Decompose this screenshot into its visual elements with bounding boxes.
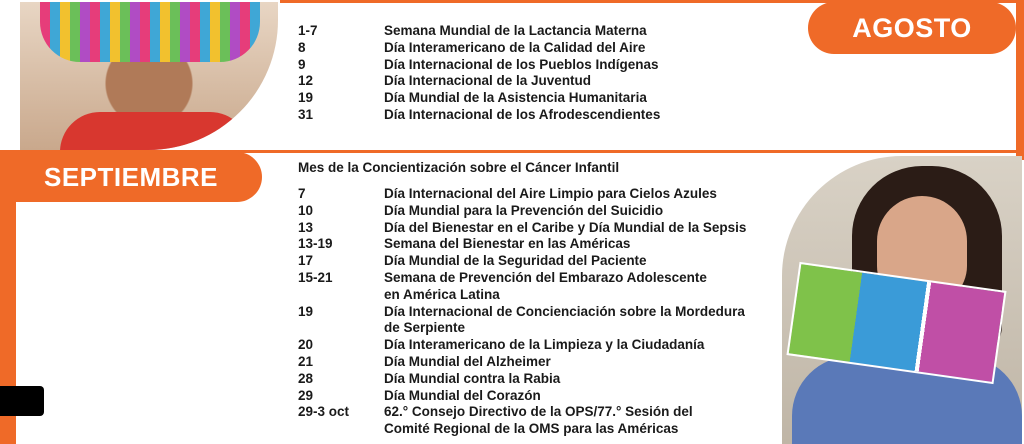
list-item (298, 107, 798, 124)
event-text: Día Interamericano de la Limpieza y la Ciudadanía (384, 337, 705, 353)
event-date: 17 (298, 253, 314, 269)
event-date: 8 (298, 39, 306, 55)
red-shirt (60, 112, 250, 150)
event-text: Día Internacional de los Pueblos Indígenas (384, 56, 659, 72)
event-date: 31 (298, 106, 314, 122)
event-text: Día del Bienestar en el Caribe y Día Mundial de la Sepsis (384, 219, 747, 235)
list-item (298, 354, 778, 371)
event-text: Día Mundial para la Prevención del Suicidio (384, 202, 664, 218)
event-text: Día Internacional de la Juventud (384, 73, 592, 89)
event-text: Día Internacional del Aire Limpio para Cielos Azules (384, 186, 717, 201)
event-date: 12 (298, 73, 314, 89)
event-date: 29-3 oct (298, 404, 350, 420)
event-date: 7 (298, 186, 306, 201)
girl-reading-photo (782, 156, 1022, 444)
event-date: 19 (298, 90, 314, 106)
list-item (298, 371, 778, 388)
list-item (298, 404, 778, 438)
indigenous-man-photo (20, 2, 278, 150)
list-item (298, 236, 778, 253)
list-item (298, 203, 778, 220)
event-text-line-2: de Serpiente (384, 320, 466, 336)
list-item (298, 253, 778, 270)
event-text: Día Internacional de los Afrodescendientes (384, 106, 661, 122)
event-date: 15-21 (298, 269, 333, 285)
list-item (298, 40, 798, 57)
list-item (298, 388, 778, 405)
event-text: Día Mundial del Alzheimer (384, 353, 551, 369)
list-item (298, 337, 778, 354)
event-date: 9 (298, 56, 306, 72)
event-text: Día Mundial de la Asistencia Humanitaria (384, 90, 647, 106)
event-date: 21 (298, 353, 314, 369)
septiembre-events-list (298, 186, 778, 438)
event-date: 13-19 (298, 236, 333, 252)
month-title-agosto: AGOSTO (808, 2, 1016, 54)
right-accent-bar (1016, 0, 1024, 160)
event-date: 28 (298, 370, 314, 386)
event-text-line-1: Semana de Prevención del Embarazo Adolescente (384, 269, 707, 285)
event-text-line-2: en América Latina (384, 286, 500, 302)
list-item (298, 220, 778, 237)
list-item (298, 304, 778, 338)
list-item (298, 90, 798, 107)
event-date: 19 (298, 303, 314, 319)
event-text: Semana Mundial de la Lactancia Materna (384, 23, 647, 38)
event-text: Día Mundial contra la Rabia (384, 370, 561, 386)
event-text: Día Mundial del Corazón (384, 387, 541, 403)
event-text-line-1: Día Internacional de Concienciación sobre la Mordedura (384, 303, 745, 319)
event-date: 29 (298, 387, 314, 403)
event-date: 1-7 (298, 23, 318, 38)
event-text-line-1: 62.° Consejo Directivo de la OPS/77.° Sesión del (384, 404, 693, 420)
event-text: Día Mundial de la Seguridad del Paciente (384, 253, 647, 269)
event-text: Semana del Bienestar en las Américas (384, 236, 631, 252)
list-item (298, 23, 798, 40)
list-item (298, 73, 798, 90)
event-text (384, 304, 778, 338)
event-date: 10 (298, 202, 314, 218)
list-item (298, 270, 778, 304)
event-date: 13 (298, 219, 314, 235)
agosto-events-list (298, 23, 798, 124)
month-title-septiembre: SEPTIEMBRE (0, 152, 262, 202)
month-theme: Mes de la Concientización sobre el Cáncer Infantil (298, 160, 620, 175)
list-item (298, 186, 778, 203)
event-text-line-2: Comité Regional de la OMS para las Américas (384, 421, 679, 437)
colorful-hat (40, 2, 260, 62)
event-text: Día Interamericano de la Calidad del Aire (384, 39, 646, 55)
list-item (298, 57, 798, 74)
black-tab (0, 386, 44, 416)
event-date: 20 (298, 337, 314, 353)
event-text (384, 404, 778, 438)
event-text (384, 270, 778, 304)
